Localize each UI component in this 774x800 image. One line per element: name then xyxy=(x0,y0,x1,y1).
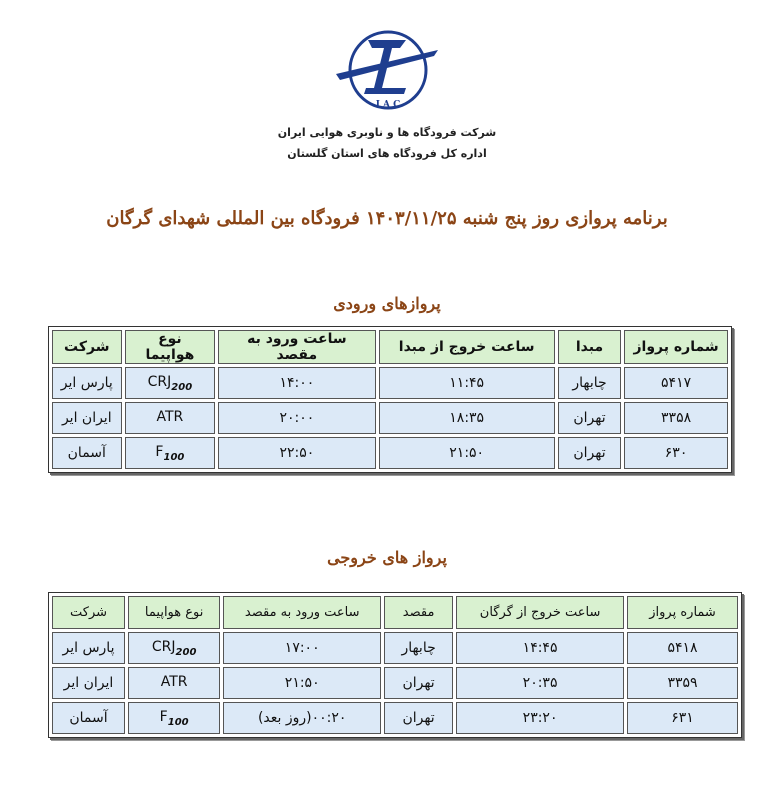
page-title: برنامه پروازی روز پنج شنبه ۱۴۰۳/۱۱/۲۵ فرودگاه بین المللی شهدای گرگان xyxy=(106,208,668,229)
origin: تهران xyxy=(558,402,621,434)
departure-time: ۲۰:۳۵ xyxy=(456,667,624,699)
flight-number: ۵۴۱۷ xyxy=(624,367,728,399)
aircraft-variant: 200 xyxy=(171,381,193,393)
arrival-time: ۱۴:۰۰ xyxy=(218,367,375,399)
destination: چابهار xyxy=(384,632,453,664)
iac-logo xyxy=(330,30,442,112)
arrivals-table xyxy=(48,326,732,473)
aircraft-model: F xyxy=(155,443,164,460)
destination: تهران xyxy=(384,667,453,699)
airline: پارس ایر xyxy=(52,367,122,399)
table-row xyxy=(52,632,738,664)
aircraft-model: CRJ xyxy=(151,638,176,655)
table-row xyxy=(52,702,738,734)
aircraft-model: ATR xyxy=(156,408,184,425)
col-airline: شرکت xyxy=(52,596,125,629)
col-flight-number: شماره پرواز xyxy=(627,596,738,629)
col-arrival-time: ساعت ورود به مقصد xyxy=(218,330,375,364)
aircraft-variant: 100 xyxy=(163,451,185,463)
table-row xyxy=(52,402,728,434)
aircraft-model: F xyxy=(159,708,168,725)
arrival-time: ۲۲:۵۰ xyxy=(218,437,375,469)
col-departure-time: ساعت خروج از گرگان xyxy=(456,596,624,629)
flight-number: ۵۴۱۸ xyxy=(627,632,738,664)
departure-time: ۱۴:۴۵ xyxy=(456,632,624,664)
departure-time: ۱۱:۴۵ xyxy=(379,367,555,399)
table-row xyxy=(52,367,728,399)
aircraft-type xyxy=(128,667,220,699)
departures-title: پرواز های خروجی xyxy=(327,548,447,567)
col-departure-time: ساعت خروج از مبدا xyxy=(379,330,555,364)
flight-number: ۳۳۵۹ xyxy=(627,667,738,699)
arrival-time: ۱۷:۰۰ xyxy=(223,632,381,664)
airline: پارس ایر xyxy=(52,632,125,664)
airline: ایران ایر xyxy=(52,402,122,434)
org-department: اداره کل فرودگاه های استان گلستان xyxy=(287,147,487,160)
table-row xyxy=(52,437,728,469)
aircraft-type xyxy=(125,402,216,434)
origin: چابهار xyxy=(558,367,621,399)
aircraft-model: CRJ xyxy=(147,373,172,390)
airline: ایران ایر xyxy=(52,667,125,699)
table-row xyxy=(52,667,738,699)
aircraft-model: ATR xyxy=(160,673,188,690)
arrival-time: ۲۰:۰۰ xyxy=(218,402,375,434)
departures-table xyxy=(48,592,742,738)
org-name: شرکت فرودگاه ها و ناوبری هوایی ایران xyxy=(277,126,497,139)
destination: تهران xyxy=(384,702,453,734)
aircraft-type xyxy=(125,367,216,399)
flight-number: ۶۳۰ xyxy=(624,437,728,469)
arrival-time: ۰۰:۲۰(روز بعد) xyxy=(223,702,381,734)
arrivals-title: پروازهای ورودی xyxy=(333,294,441,313)
departure-time: ۱۸:۳۵ xyxy=(379,402,555,434)
table-header-row xyxy=(52,330,728,364)
departure-time: ۲۱:۵۰ xyxy=(379,437,555,469)
aircraft-variant: 200 xyxy=(175,646,197,658)
flight-number: ۳۳۵۸ xyxy=(624,402,728,434)
col-airline: شرکت xyxy=(52,330,122,364)
aircraft-type xyxy=(128,702,220,734)
aircraft-type xyxy=(128,632,220,664)
aircraft-type xyxy=(125,437,216,469)
col-aircraft: نوع هواپیما xyxy=(128,596,220,629)
airline: آسمان xyxy=(52,702,125,734)
col-origin: مبدا xyxy=(558,330,621,364)
departure-time: ۲۳:۲۰ xyxy=(456,702,624,734)
table-header-row xyxy=(52,596,738,629)
col-arrival-time: ساعت ورود به مقصد xyxy=(223,596,381,629)
logo-text: I A C xyxy=(375,100,401,110)
col-aircraft: نوع هواپیما xyxy=(125,330,216,364)
aircraft-variant: 100 xyxy=(167,716,189,728)
origin: تهران xyxy=(558,437,621,469)
arrival-time: ۲۱:۵۰ xyxy=(223,667,381,699)
airline: آسمان xyxy=(52,437,122,469)
flight-number: ۶۳۱ xyxy=(627,702,738,734)
col-flight-number: شماره پرواز xyxy=(624,330,728,364)
col-destination: مقصد xyxy=(384,596,453,629)
